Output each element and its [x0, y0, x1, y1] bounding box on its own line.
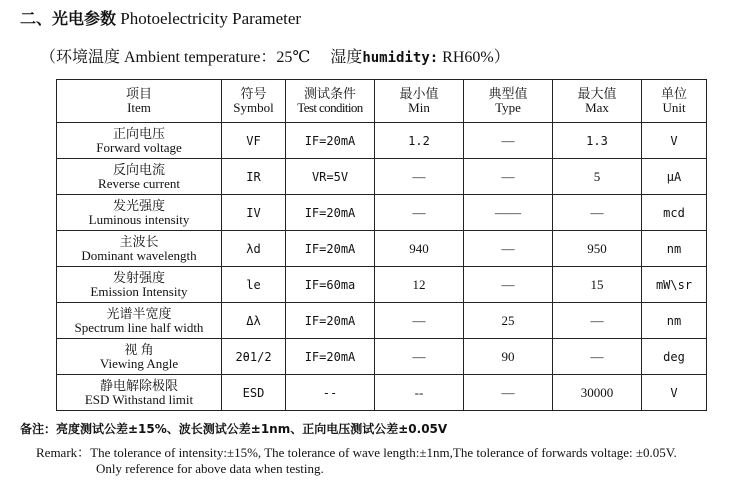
min-cell-value: — — [412, 204, 426, 220]
unit-cell-value: mcd — [663, 205, 685, 220]
item-name-en: Luminous intensity — [88, 211, 190, 227]
table-row — [57, 375, 707, 411]
unit-cell-value: μA — [666, 169, 682, 184]
condition-cell — [286, 339, 375, 375]
symbol-cell — [222, 303, 286, 339]
max-cell-value: 15 — [590, 276, 604, 292]
typ-cell — [464, 267, 553, 303]
item-name-en: Spectrum line half width — [74, 319, 204, 335]
min-cell — [375, 231, 464, 267]
typ-cell-value: 25 — [501, 312, 515, 328]
min-cell — [375, 339, 464, 375]
symbol-cell-value: λd — [246, 241, 261, 256]
item-cell — [57, 159, 222, 195]
condition-cell-value: -- — [322, 385, 338, 400]
symbol-cell — [222, 123, 286, 159]
max-cell — [553, 195, 642, 231]
condition-cell-value: IF=20mA — [304, 313, 356, 328]
typ-cell — [464, 303, 553, 339]
typ-cell — [464, 375, 553, 411]
typ-cell-value: 90 — [501, 348, 515, 364]
item-cell — [57, 231, 222, 267]
condition-cell-value: IF=20mA — [304, 349, 356, 364]
condition-cell — [286, 375, 375, 411]
typ-cell-value: — — [501, 384, 515, 400]
unit-cell-value: nm — [666, 241, 682, 256]
header-symbol: 符号 Symbol — [222, 80, 286, 123]
min-cell-value: — — [412, 168, 426, 184]
max-cell-value: 950 — [587, 240, 607, 256]
max-cell — [553, 375, 642, 411]
min-cell-value: 1.2 — [408, 133, 430, 148]
symbol-cell-value: 2θ1/2 — [235, 349, 272, 364]
header-min: 最小值 Min — [375, 80, 464, 123]
humidity-value: RH60%） — [442, 49, 510, 66]
item-name-cn: 静电解除极限 — [99, 377, 178, 393]
item-name-en: Emission Intensity — [90, 283, 188, 299]
condition-cell — [286, 195, 375, 231]
item-name-cn: 发射强度 — [112, 269, 165, 285]
item-cell — [57, 123, 222, 159]
unit-cell-value: mW\sr — [655, 277, 693, 292]
section-title-en: Photoelectricity Parameter — [120, 9, 302, 28]
parameter-table — [56, 79, 707, 411]
condition-cell — [286, 231, 375, 267]
humidity-en: humidity: — [362, 50, 439, 66]
condition-cell — [286, 159, 375, 195]
humidity-cn: 湿度 — [330, 49, 363, 66]
condition-cell-value: VR=5V — [311, 169, 349, 184]
max-cell — [553, 123, 642, 159]
typ-cell-value: —— — [495, 204, 521, 220]
symbol-cell — [222, 339, 286, 375]
table-row — [57, 195, 707, 231]
max-cell-value: 1.3 — [586, 133, 608, 148]
max-cell — [553, 267, 642, 303]
table-row — [57, 159, 707, 195]
unit-cell-value: nm — [666, 313, 682, 328]
item-name-cn: 光谱半宽度 — [106, 305, 172, 321]
condition-cell — [286, 303, 375, 339]
item-name-cn: 发光强度 — [112, 197, 165, 213]
table-row — [57, 339, 707, 375]
remark-line-1: Remark：The tolerance of intensity:±15%, The tolerance of wave length:±1nm,The tolerance of forwards voltage: ±0.05V. — [36, 445, 677, 460]
table-row — [57, 123, 707, 159]
header-unit: 单位 Unit — [642, 80, 707, 123]
symbol-cell-value: IV — [246, 205, 261, 220]
typ-cell-value: — — [501, 132, 515, 148]
test-conditions — [40, 44, 510, 67]
max-cell-value: — — [590, 204, 604, 220]
item-name-en: Forward voltage — [96, 139, 182, 155]
unit-cell — [642, 195, 707, 231]
symbol-cell — [222, 267, 286, 303]
min-cell-value: 940 — [409, 240, 429, 256]
symbol-cell — [222, 195, 286, 231]
table-row — [57, 303, 707, 339]
section-title — [20, 6, 301, 29]
unit-cell — [642, 123, 707, 159]
unit-cell — [642, 303, 707, 339]
symbol-cell-value: VF — [246, 133, 261, 148]
unit-cell — [642, 231, 707, 267]
typ-cell-value: — — [501, 168, 515, 184]
item-name-cn: 正向电压 — [112, 125, 165, 141]
symbol-cell-value: Δλ — [246, 313, 261, 328]
ambient-temperature: （环境温度 Ambient temperature：25℃ — [40, 49, 311, 66]
unit-cell — [642, 375, 707, 411]
min-cell — [375, 123, 464, 159]
unit-cell-value: V — [670, 385, 678, 400]
symbol-cell — [222, 375, 286, 411]
condition-cell-value: IF=20mA — [304, 241, 356, 256]
header-test-condition: 测试条件 Test condition — [286, 80, 375, 123]
header-type: 典型值 Type — [464, 80, 553, 123]
min-cell — [375, 375, 464, 411]
item-name-cn: 主波长 — [119, 233, 159, 249]
unit-cell — [642, 339, 707, 375]
typ-cell — [464, 195, 553, 231]
typ-cell-value: — — [501, 276, 515, 292]
typ-cell — [464, 339, 553, 375]
min-cell-value: 12 — [412, 276, 426, 292]
item-cell — [57, 267, 222, 303]
section-title-cn: 二、光电参数 — [20, 9, 117, 28]
max-cell — [553, 231, 642, 267]
item-cell — [57, 339, 222, 375]
typ-cell — [464, 231, 553, 267]
condition-cell-value: IF=20mA — [304, 133, 356, 148]
symbol-cell — [222, 231, 286, 267]
symbol-cell — [222, 159, 286, 195]
max-cell — [553, 303, 642, 339]
item-cell — [57, 195, 222, 231]
min-cell-value: — — [412, 312, 426, 328]
header-max: 最大值 Max — [553, 80, 642, 123]
min-cell — [375, 303, 464, 339]
min-cell-value: — — [412, 348, 426, 364]
unit-cell — [642, 159, 707, 195]
min-cell — [375, 195, 464, 231]
symbol-cell-value: le — [246, 277, 261, 292]
max-cell — [553, 339, 642, 375]
table-header-row — [57, 80, 707, 123]
condition-cell — [286, 123, 375, 159]
condition-cell-value: IF=60ma — [304, 277, 356, 292]
max-cell — [553, 159, 642, 195]
min-cell — [375, 267, 464, 303]
table-row — [57, 231, 707, 267]
unit-cell-value: V — [670, 133, 678, 148]
item-cell — [57, 375, 222, 411]
item-name-cn: 视 角 — [124, 341, 154, 357]
symbol-cell-value: IR — [246, 169, 261, 184]
table-row — [57, 267, 707, 303]
unit-cell — [642, 267, 707, 303]
typ-cell-value: — — [501, 240, 515, 256]
header-item: 项目 Item — [57, 80, 222, 123]
typ-cell — [464, 123, 553, 159]
item-name-en: Dominant wavelength — [81, 247, 197, 263]
unit-cell-value: deg — [663, 349, 685, 364]
item-name-en: ESD Withstand limit — [84, 391, 194, 407]
item-name-cn: 反向电流 — [112, 161, 165, 177]
max-cell-value: — — [590, 348, 604, 364]
item-name-en: Reverse current — [98, 175, 180, 191]
max-cell-value: 5 — [593, 168, 601, 184]
item-name-en: Viewing Angle — [99, 355, 179, 371]
remark-line-2: Only reference for above data when testing. — [96, 461, 324, 476]
item-cell — [57, 303, 222, 339]
condition-cell-value: IF=20mA — [304, 205, 356, 220]
symbol-cell-value: ESD — [242, 385, 265, 400]
min-cell-value: -- — [414, 384, 424, 400]
max-cell-value: 30000 — [580, 384, 614, 400]
note-cn: 备注：亮度测试公差±15%、波长测试公差±1nm、正向电压测试公差±0.05V — [20, 422, 448, 436]
typ-cell — [464, 159, 553, 195]
max-cell-value: — — [590, 312, 604, 328]
condition-cell — [286, 267, 375, 303]
min-cell — [375, 159, 464, 195]
